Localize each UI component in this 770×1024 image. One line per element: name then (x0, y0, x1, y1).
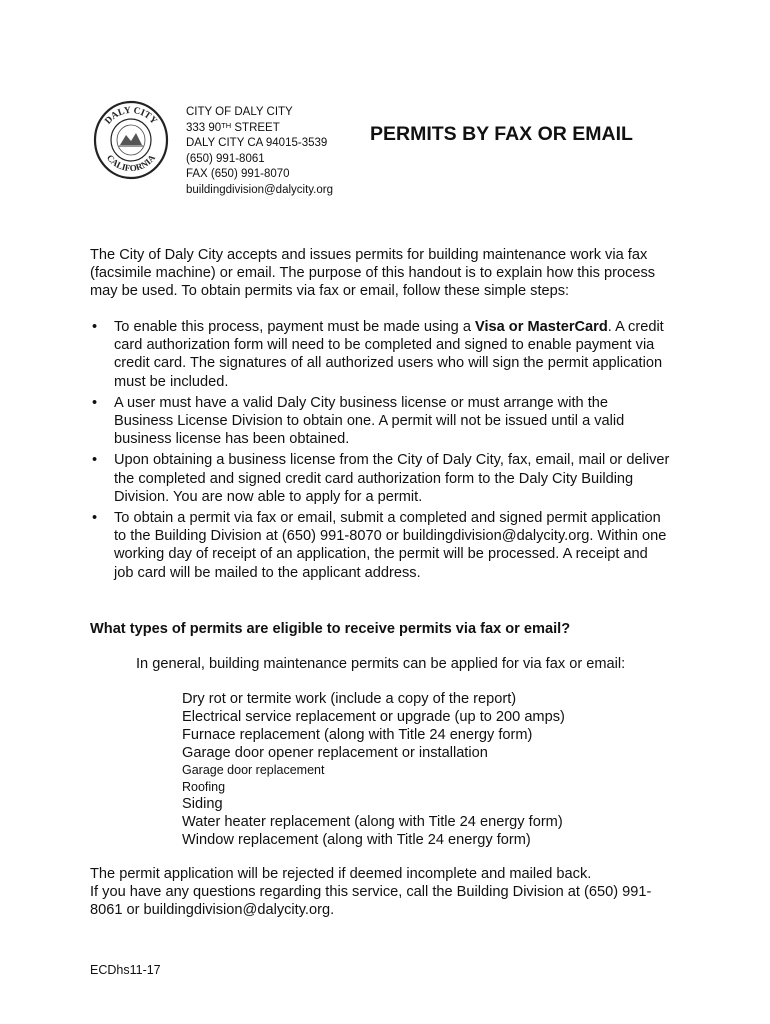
permit-item: Garage door opener replacement or installation (182, 745, 488, 761)
address-block (186, 105, 333, 198)
bullet-glyph: • (92, 319, 98, 335)
step-text: To obtain a permit via fax or email, submit a completed and signed permit application to the Building Division at (650) 991-8070 or buildingdivision@dalycity.org. Within one working day of receipt of an application, the permit will be processed. A receipt and job card will be mailed to the applicant address. (114, 510, 667, 581)
permit-item: Furnace replacement (along with Title 24 energy form) (182, 727, 533, 743)
svg-text:CALIFORNIA (105, 152, 158, 173)
address-line-phone: (650) 991-8061 (186, 152, 265, 165)
permit-item: Dry rot or termite work (include a copy of the report) (182, 691, 517, 707)
list-item (90, 394, 670, 449)
permit-item: Siding (182, 796, 223, 812)
seal-top-text: DALY CITY (103, 105, 159, 127)
address-line-city: CITY OF DALY CITY (186, 106, 293, 118)
bullet-glyph: • (92, 510, 98, 527)
bullet-glyph: • (92, 452, 98, 469)
permit-item: Garage door replacement (182, 763, 325, 777)
step-text: A user must have a valid Daly City business license or must arrange with the Business License Division to obtain one. A permit will not be issued until a valid business license has been obtained. (114, 394, 625, 448)
section-heading: What types of permits are eligible to receive permits via fax or email? (90, 621, 571, 637)
steps-list (90, 318, 670, 585)
permit-item: Window replacement (along with Title 24 energy form) (182, 832, 531, 848)
intro-paragraph: The City of Daly City accepts and issues permits for building maintenance work via fax (facsimile machine) or email. The purpose of this handout is to explain how this process may be used. To obtain permits via fax or email, follow these simple steps: (90, 247, 656, 300)
address-line-street (186, 121, 333, 137)
address-line-email: buildingdivision@dalycity.org (186, 183, 333, 196)
list-item (90, 451, 670, 506)
street-superscript: TH (221, 120, 232, 130)
city-seal-logo (93, 100, 169, 180)
bullet-glyph: • (92, 394, 98, 411)
page-title: PERMITS BY FAX OR EMAIL (370, 123, 633, 145)
general-intro: In general, building maintenance permits can be applied for via fax or email: (136, 656, 626, 672)
permit-item: Electrical service replacement or upgrade (up to 200 amps) (182, 709, 565, 725)
list-item (90, 318, 670, 391)
step-text: Upon obtaining a business license from the City of Daly City, fax, email, mail or deliver the completed and signed credit card authorization form to the Daly City Building Division. You are now able to apply for a permit. (114, 452, 670, 505)
permit-item: Roofing (182, 779, 226, 794)
seal-bottom-text: CALIFORNIA (104, 152, 158, 174)
step-text-cont: . A credit card authorization form will need to be completed and signed to enable payment via credit card. The signatures of all authorized users who will sign the permit application must be included. (114, 319, 664, 390)
rejection-note: The permit application will be rejected if deemed incomplete and mailed back. (90, 866, 592, 882)
address-line-zip: DALY CITY CA 94015-3539 (186, 137, 328, 149)
step-bold-text: Visa or MasterCard (475, 319, 608, 335)
address-line-fax: FAX (650) 991-8070 (186, 168, 290, 180)
list-item (90, 509, 670, 582)
street-number: 333 90 (186, 121, 222, 134)
permit-item: Water heater replacement (along with Title 24 energy form) (182, 814, 563, 830)
document-code: ECDhs11-17 (90, 963, 161, 977)
contact-note: If you have any questions regarding this service, call the Building Division at (650) 991-8061 or buildingdivision@dalycity.org. (90, 884, 652, 919)
closing-paragraph (90, 865, 675, 920)
step-text: To enable this process, payment must be made using a (114, 319, 475, 335)
permit-types-list (182, 690, 565, 849)
street-name: STREET (231, 121, 280, 134)
